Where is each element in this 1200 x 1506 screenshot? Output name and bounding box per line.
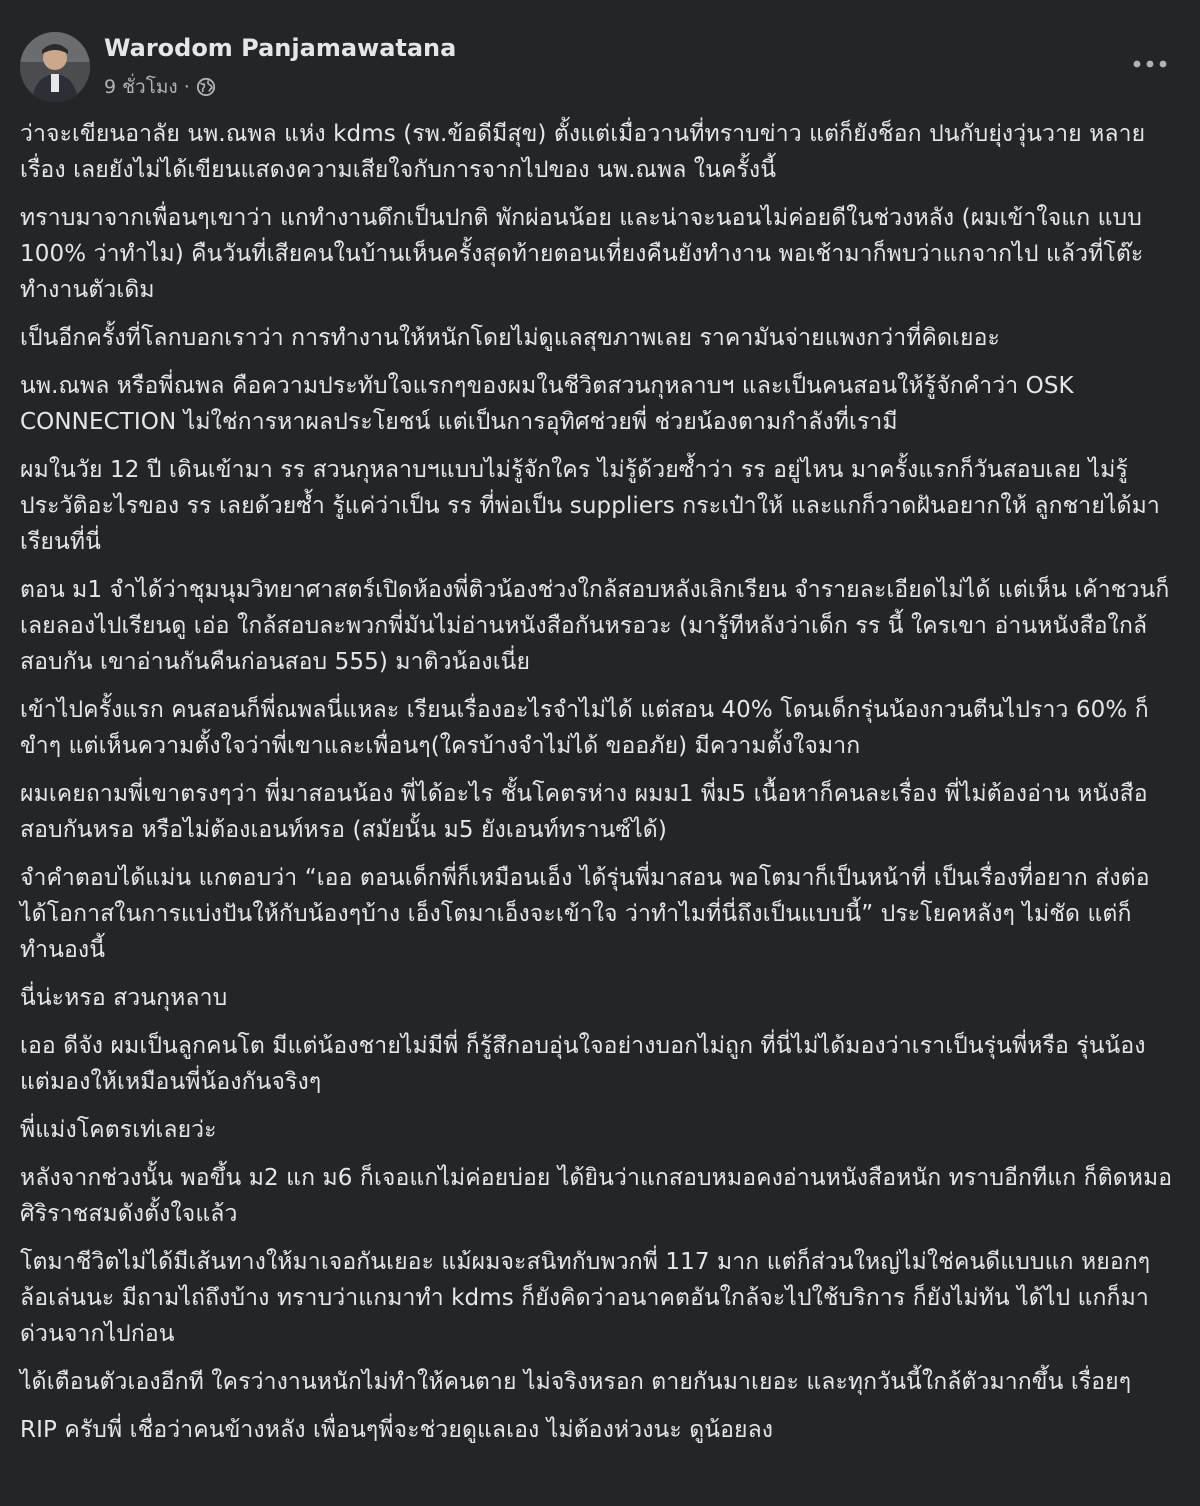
avatar[interactable]: [20, 32, 90, 102]
post-paragraph: นี่น่ะหรอ สวนกุหลาบ: [20, 985, 228, 1011]
post-paragraph: RIP ครับพี่ เชื่อว่าคนข้างหลัง เพื่อนๆพี่จะช่วยดูแลเอง ไม่ต้องห่วงนะ ดูน้อยลง: [20, 1417, 774, 1443]
author-name[interactable]: Warodom Panjamawatana: [104, 34, 457, 62]
post-paragraph: ทราบมาจากเพื่อนๆเขาว่า แกทำงานดึกเป็นปกติ พักผ่อนน้อย และน่าจะนอนไม่ค่อยดีในช่วงหลัง (ผมเข้าใจแก แบบ 100% ว่าทำไม) คืนวันที่เสียคนในบ้านเห็นครั้งสุดท้ายตอนเที่ยงคืนยังทำงาน พอเช้ามาก็พบว่าแกจากไป แล้วที่โต๊ะทำงานตัวเดิม: [20, 205, 1150, 303]
meta-separator: ·: [183, 76, 190, 98]
post-paragraph: ผมเคยถามพี่เขาตรงๆว่า พี่มาสอนน้อง พี่ได้อะไร ชั้นโคตรห่าง ผมม1 พี่ม5 เนื้อหาก็คนละเรื่อง พี่ไม่ต้องอ่าน หนังสือสอบกันหรอ หรือไม่ต้องเอนท์หรอ (สมัยนั้น ม5 ยังเอนท์ทรานซ์ได้): [20, 781, 1148, 843]
globe-icon[interactable]: [196, 77, 216, 97]
post-paragraph: เป็นอีกครั้งที่โลกบอกเราว่า การทำงานให้หนักโดยไม่ดูแลสุขภาพเลย ราคามันจ่ายแพงกว่าที่คิดเยอะ: [20, 325, 1000, 351]
post-paragraph: ผมในวัย 12 ปี เดินเข้ามา รร สวนกุหลาบฯแบบไม่รู้จักใคร ไม่รู้ด้วยซ้ำว่า รร อยู่ไหน มาครั้งแรกก็วันสอบเลย ไม่รู้ประวัติอะไรของ รร เลยด้วยซ้ำ รู้แค่ว่าเป็น รร ที่พ่อเป็น suppliers กระเป๋าให้ และแกก็วาดฝันอยากให้ ลูกชายได้มาเรียนที่นี่: [20, 457, 1160, 555]
post-paragraph: ได้เตือนตัวเองอีกที ใครว่างานหนักไม่ทำให้คนตาย ไม่จริงหรอก ตายกันมาเยอะ และทุกวันนี้ใกล้ตัวมากขึ้น เรื่อยๆ: [20, 1369, 1132, 1395]
post-paragraph: เออ ดีจัง ผมเป็นลูกคนโต มีแต่น้องชายไม่มีพี่ ก็รู้สึกอบอุ่นใจอย่างบอกไม่ถูก ที่นี่ไม่ได้มองว่าเราเป็นรุ่นพี่หรือ รุ่นน้อง แต่มองให้เหมือนพี่น้องกันจริงๆ: [20, 1033, 1154, 1095]
post-paragraph: ว่าจะเขียนอาลัย นพ.ณพล แห่ง kdms (รพ.ข้อดีมีสุข) ตั้งแต่เมื่อวานที่ทราบข่าว แต่ก็ยังช็อก ปนกับยุ่งวุ่นวาย หลายเรื่อง เลยยังไม่ได้เขียนแสดงความเสียใจกับการจากไปของ นพ.ณพล ในครั้งนี้: [20, 121, 1146, 183]
post-paragraph: เข้าไปครั้งแรก คนสอนก็พี่ณพลนี่แหละ เรียนเรื่องอะไรจำไม่ได้ แต่สอน 40% โดนเด็กรุ่นน้องกวนตีนไปราว 60% ก็ขำๆ แต่เห็นความตั้งใจว่าพี่เขาและเพื่อนๆ(ใครบ้างจำไม่ได้ ขออภัย) มีความตั้งใจมาก: [20, 697, 1149, 759]
post-meta: [104, 72, 216, 102]
post-paragraph: พี่แม่งโคตรเท่เลยว่ะ: [20, 1117, 217, 1143]
post-header: [0, 0, 1200, 110]
post-paragraph: นพ.ณพล หรือพี่ณพล คือความประทับใจแรกๆของผมในชีวิตสวนกุหลาบฯ และเป็นคนสอนให้รู้จักคำว่า OSK CONNECTION ไม่ใช่การหาผลประโยชน์ แต่เป็นการอุทิศช่วยพี่ ช่วยน้องตามกำลังที่เรามี: [20, 373, 1082, 435]
post-paragraph: ตอน ม1 จำได้ว่าชุมนุมวิทยาศาสตร์เปิดห้องพี่ติวน้องช่วงใกล้สอบหลังเลิกเรียน จำรายละเอียดไม่ได้ แต่เห็น เค้าชวนก็เลยลองไปเรียนดู เอ่อ ใกล้สอบละพวกพี่มันไม่อ่านหนังสือกันหรอวะ (มารู้ทีหลังว่าเด็ก รร นี้ ใครเขา อ่านหนังสือใกล้สอบกัน เขาอ่านกันคืนก่อนสอบ 555) มาติวน้องเนี่ย: [20, 577, 1170, 675]
more-options-button[interactable]: [1124, 44, 1176, 84]
avatar-photo: [20, 32, 90, 102]
more-horizontal-icon: [1132, 59, 1168, 69]
post-timestamp[interactable]: 9 ชั่วโมง: [104, 76, 178, 98]
post-paragraph: หลังจากช่วงนั้น พอขึ้น ม2 แก ม6 ก็เจอแกไม่ค่อยบ่อย ได้ยินว่าแกสอบหมอคงอ่านหนังสือหนัก ทราบอีกทีแก ก็ติดหมอศิริราชสมดังตั้งใจแล้ว: [20, 1165, 1173, 1227]
post-message: [20, 116, 1182, 1460]
post-paragraph: โตมาชีวิตไม่ได้มีเส้นทางให้มาเจอกันเยอะ แม้ผมจะสนิทกับพวกพี่ 117 มาก แต่ก็ส่วนใหญ่ไม่ใช่คนดีแบบแก หยอกๆ ล้อเล่นนะ มีถามไถ่ถึงบ้าง ทราบว่าแกมาทำ kdms ก็ยังคิดว่าอนาคตอันใกล้จะไปใช้บริการ ก็ยังไม่ทัน ได้ไป แกก็มาด่วนจากไปก่อน: [20, 1249, 1158, 1347]
post-paragraph: จำคำตอบได้แม่น แกตอบว่า “เออ ตอนเด็กพี่ก็เหมือนเอ็ง ได้รุ่นพี่มาสอน พอโตมาก็เป็นหน้าที่ เป็นเรื่องที่อยาก ส่งต่อ ได้โอกาสในการแบ่งปันให้กับน้องๆบ้าง เอ็งโตมาเอ็งจะเข้าใจ ว่าทำไมที่นี่ถึงเป็นแบบนี้” ประโยคหลังๆ ไม่ชัด แต่ก็ทำนองนี้: [20, 865, 1158, 963]
